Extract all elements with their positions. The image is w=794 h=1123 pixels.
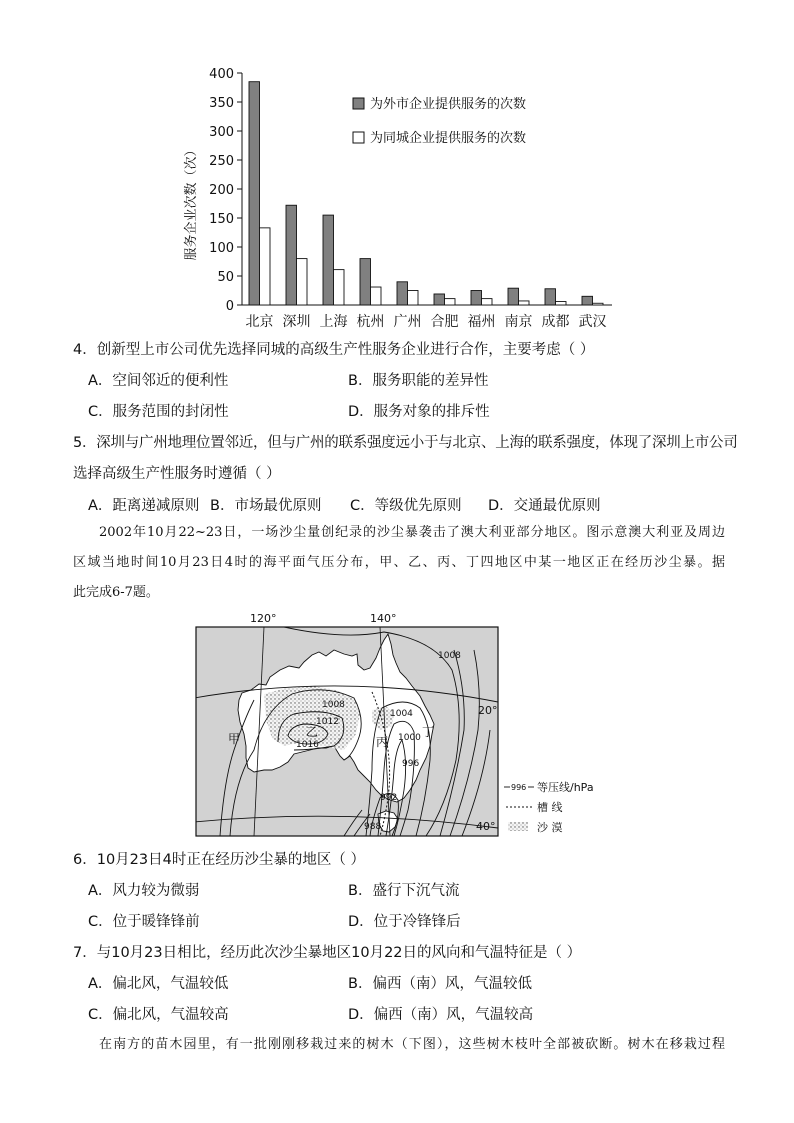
legend-isobar-label: 等压线/hPa xyxy=(537,781,594,794)
y-tick-label: 200 xyxy=(209,183,234,198)
x-tick-label: 上海 xyxy=(319,314,348,330)
intro-line-1: 2002年10月22~23日，一场沙尘量创纪录的沙尘暴袭击了澳大利亚部分地区。图示意澳大利亚及周边 xyxy=(99,525,725,540)
bar-outside-city xyxy=(397,282,408,305)
legend-desert-label: 沙 漠 xyxy=(537,821,563,834)
label-lon-120: 120° xyxy=(250,612,277,625)
label-bing: 丙 xyxy=(376,735,389,749)
q4-option-b[interactable]: B．服务职能的差异性 xyxy=(348,373,489,389)
q6-option-a[interactable]: A．风力较为微弱 xyxy=(88,883,200,899)
x-tick-label: 成都 xyxy=(541,314,570,330)
legend-swatch-local xyxy=(353,132,364,143)
label-1008-west: 1008 xyxy=(322,700,345,710)
bar-outside-city xyxy=(286,205,297,305)
y-axis-label: 服务企业次数（次） xyxy=(184,143,199,261)
y-tick-label: 250 xyxy=(209,154,234,169)
q4-option-c[interactable]: C．服务范围的封闭性 xyxy=(88,404,229,420)
label-yi: 乙 xyxy=(306,725,319,739)
label-1000: 1000 xyxy=(398,733,421,743)
y-tick-label: 0 xyxy=(225,299,234,314)
q7-option-b[interactable]: B．偏西（南）风，气温较低 xyxy=(348,976,532,992)
label-1016: 1016 xyxy=(296,740,319,750)
q6-option-d[interactable]: D．位于冷锋锋后 xyxy=(348,914,461,930)
q5-option-d[interactable]: D．交通最优原则 xyxy=(488,498,601,514)
bar-same-city xyxy=(371,287,382,305)
australia-pressure-map xyxy=(194,610,614,842)
y-tick-label: 400 xyxy=(209,67,234,82)
x-tick-label: 南京 xyxy=(504,314,533,330)
intro-paragraph xyxy=(73,518,725,608)
label-lon-140: 140° xyxy=(370,612,397,625)
x-tick-label: 北京 xyxy=(245,314,274,330)
x-tick-label: 广州 xyxy=(393,314,422,330)
intro-line-2: 区域当地时间10月23日4时的海平面气压分布，甲、乙、丙、丁四地区中某一地区正在经历沙尘暴。据 xyxy=(73,555,725,570)
q5-option-a[interactable]: A．距离递减原则 xyxy=(88,498,200,514)
bar-outside-city xyxy=(508,288,519,305)
label-ding: 丁 xyxy=(422,725,435,739)
q5-option-c[interactable]: C．等级优先原则 xyxy=(350,498,462,514)
q4-option-a[interactable]: A．空间邻近的便利性 xyxy=(88,373,229,389)
y-tick-label: 50 xyxy=(217,270,234,285)
y-tick-label: 150 xyxy=(209,212,234,227)
question-4-stem: 4．创新型上市公司优先选择同城的高级生产性服务企业进行合作，主要考虑（ ） xyxy=(73,342,595,358)
label-988: 988 xyxy=(364,822,382,832)
intro-line-3: 此完成6-7题。 xyxy=(73,585,159,600)
q6-option-c[interactable]: C．位于暖锋锋前 xyxy=(88,914,200,930)
bar-outside-city xyxy=(323,215,334,305)
q7-option-a[interactable]: A．偏北风，气温较低 xyxy=(88,976,229,992)
label-992: 992 xyxy=(380,793,398,803)
y-tick-label: 300 xyxy=(209,125,234,140)
bottom-paragraph xyxy=(73,1030,725,1060)
question-6-stem: 6．10月23日4时正在经历沙尘暴的地区（ ） xyxy=(73,852,365,868)
bar-outside-city xyxy=(360,259,371,305)
x-tick-label: 福州 xyxy=(467,314,496,330)
bar-same-city xyxy=(334,270,345,305)
bar-outside-city xyxy=(434,294,445,305)
bar-same-city xyxy=(556,302,567,305)
legend-isobar-value: 996 xyxy=(511,783,527,792)
bar-outside-city xyxy=(471,291,482,306)
legend-trough-label: 槽 线 xyxy=(537,801,563,814)
legend-label-local: 为同城企业提供服务的次数 xyxy=(370,131,527,146)
bottom-line-1: 在南方的苗木园里，有一批刚刚移栽过来的树木（下图），这些树木枝叶全部被砍断。树木在移栽过程 xyxy=(99,1037,725,1052)
bar-chart xyxy=(180,60,620,335)
bar-outside-city xyxy=(582,296,593,305)
x-tick-label: 深圳 xyxy=(282,314,311,330)
q7-option-c[interactable]: C．偏北风，气温较高 xyxy=(88,1007,229,1023)
bar-outside-city xyxy=(545,289,556,305)
bar-outside-city xyxy=(249,82,260,305)
bar-same-city xyxy=(260,228,271,305)
bar-same-city xyxy=(482,299,493,305)
legend-label-outside: 为外市企业提供服务的次数 xyxy=(370,97,527,112)
label-lat-20: 20° xyxy=(478,704,498,717)
label-lat-40: 40° xyxy=(476,820,496,833)
question-5-stem-line1: 5．深圳与广州地理位置邻近，但与广州的联系强度远小于与北京、上海的联系强度，体现了深圳上市公司 xyxy=(73,435,738,451)
label-1012: 1012 xyxy=(316,717,339,727)
q7-option-d[interactable]: D．偏西（南）风，气温较高 xyxy=(348,1007,534,1023)
question-5-stem-line2: 选择高级生产性服务时遵循（ ） xyxy=(73,466,281,482)
q5-option-b[interactable]: B．市场最优原则 xyxy=(210,498,322,514)
bar-same-city xyxy=(297,259,308,305)
x-tick-label: 杭州 xyxy=(356,314,385,330)
q4-option-d[interactable]: D．服务对象的排斥性 xyxy=(348,404,490,420)
bar-same-city xyxy=(519,301,530,305)
x-tick-label: 武汉 xyxy=(578,314,607,330)
q6-option-b[interactable]: B．盛行下沉气流 xyxy=(348,883,460,899)
label-1008-outer: 1008 xyxy=(438,651,461,661)
label-jia: 甲 xyxy=(228,732,241,746)
label-996: 996 xyxy=(402,759,420,769)
label-1004: 1004 xyxy=(390,709,413,719)
legend-swatch-outside xyxy=(353,98,364,109)
y-tick-label: 100 xyxy=(209,241,234,256)
legend-desert-swatch xyxy=(508,822,528,831)
bar-same-city xyxy=(408,291,419,306)
y-tick-label: 350 xyxy=(209,96,234,111)
bar-same-city xyxy=(593,303,604,305)
x-tick-label: 合肥 xyxy=(430,314,459,330)
question-7-stem: 7．与10月23日相比，经历此次沙尘暴地区10月22日的风向和气温特征是（ ） xyxy=(73,945,582,961)
bar-same-city xyxy=(445,299,456,305)
